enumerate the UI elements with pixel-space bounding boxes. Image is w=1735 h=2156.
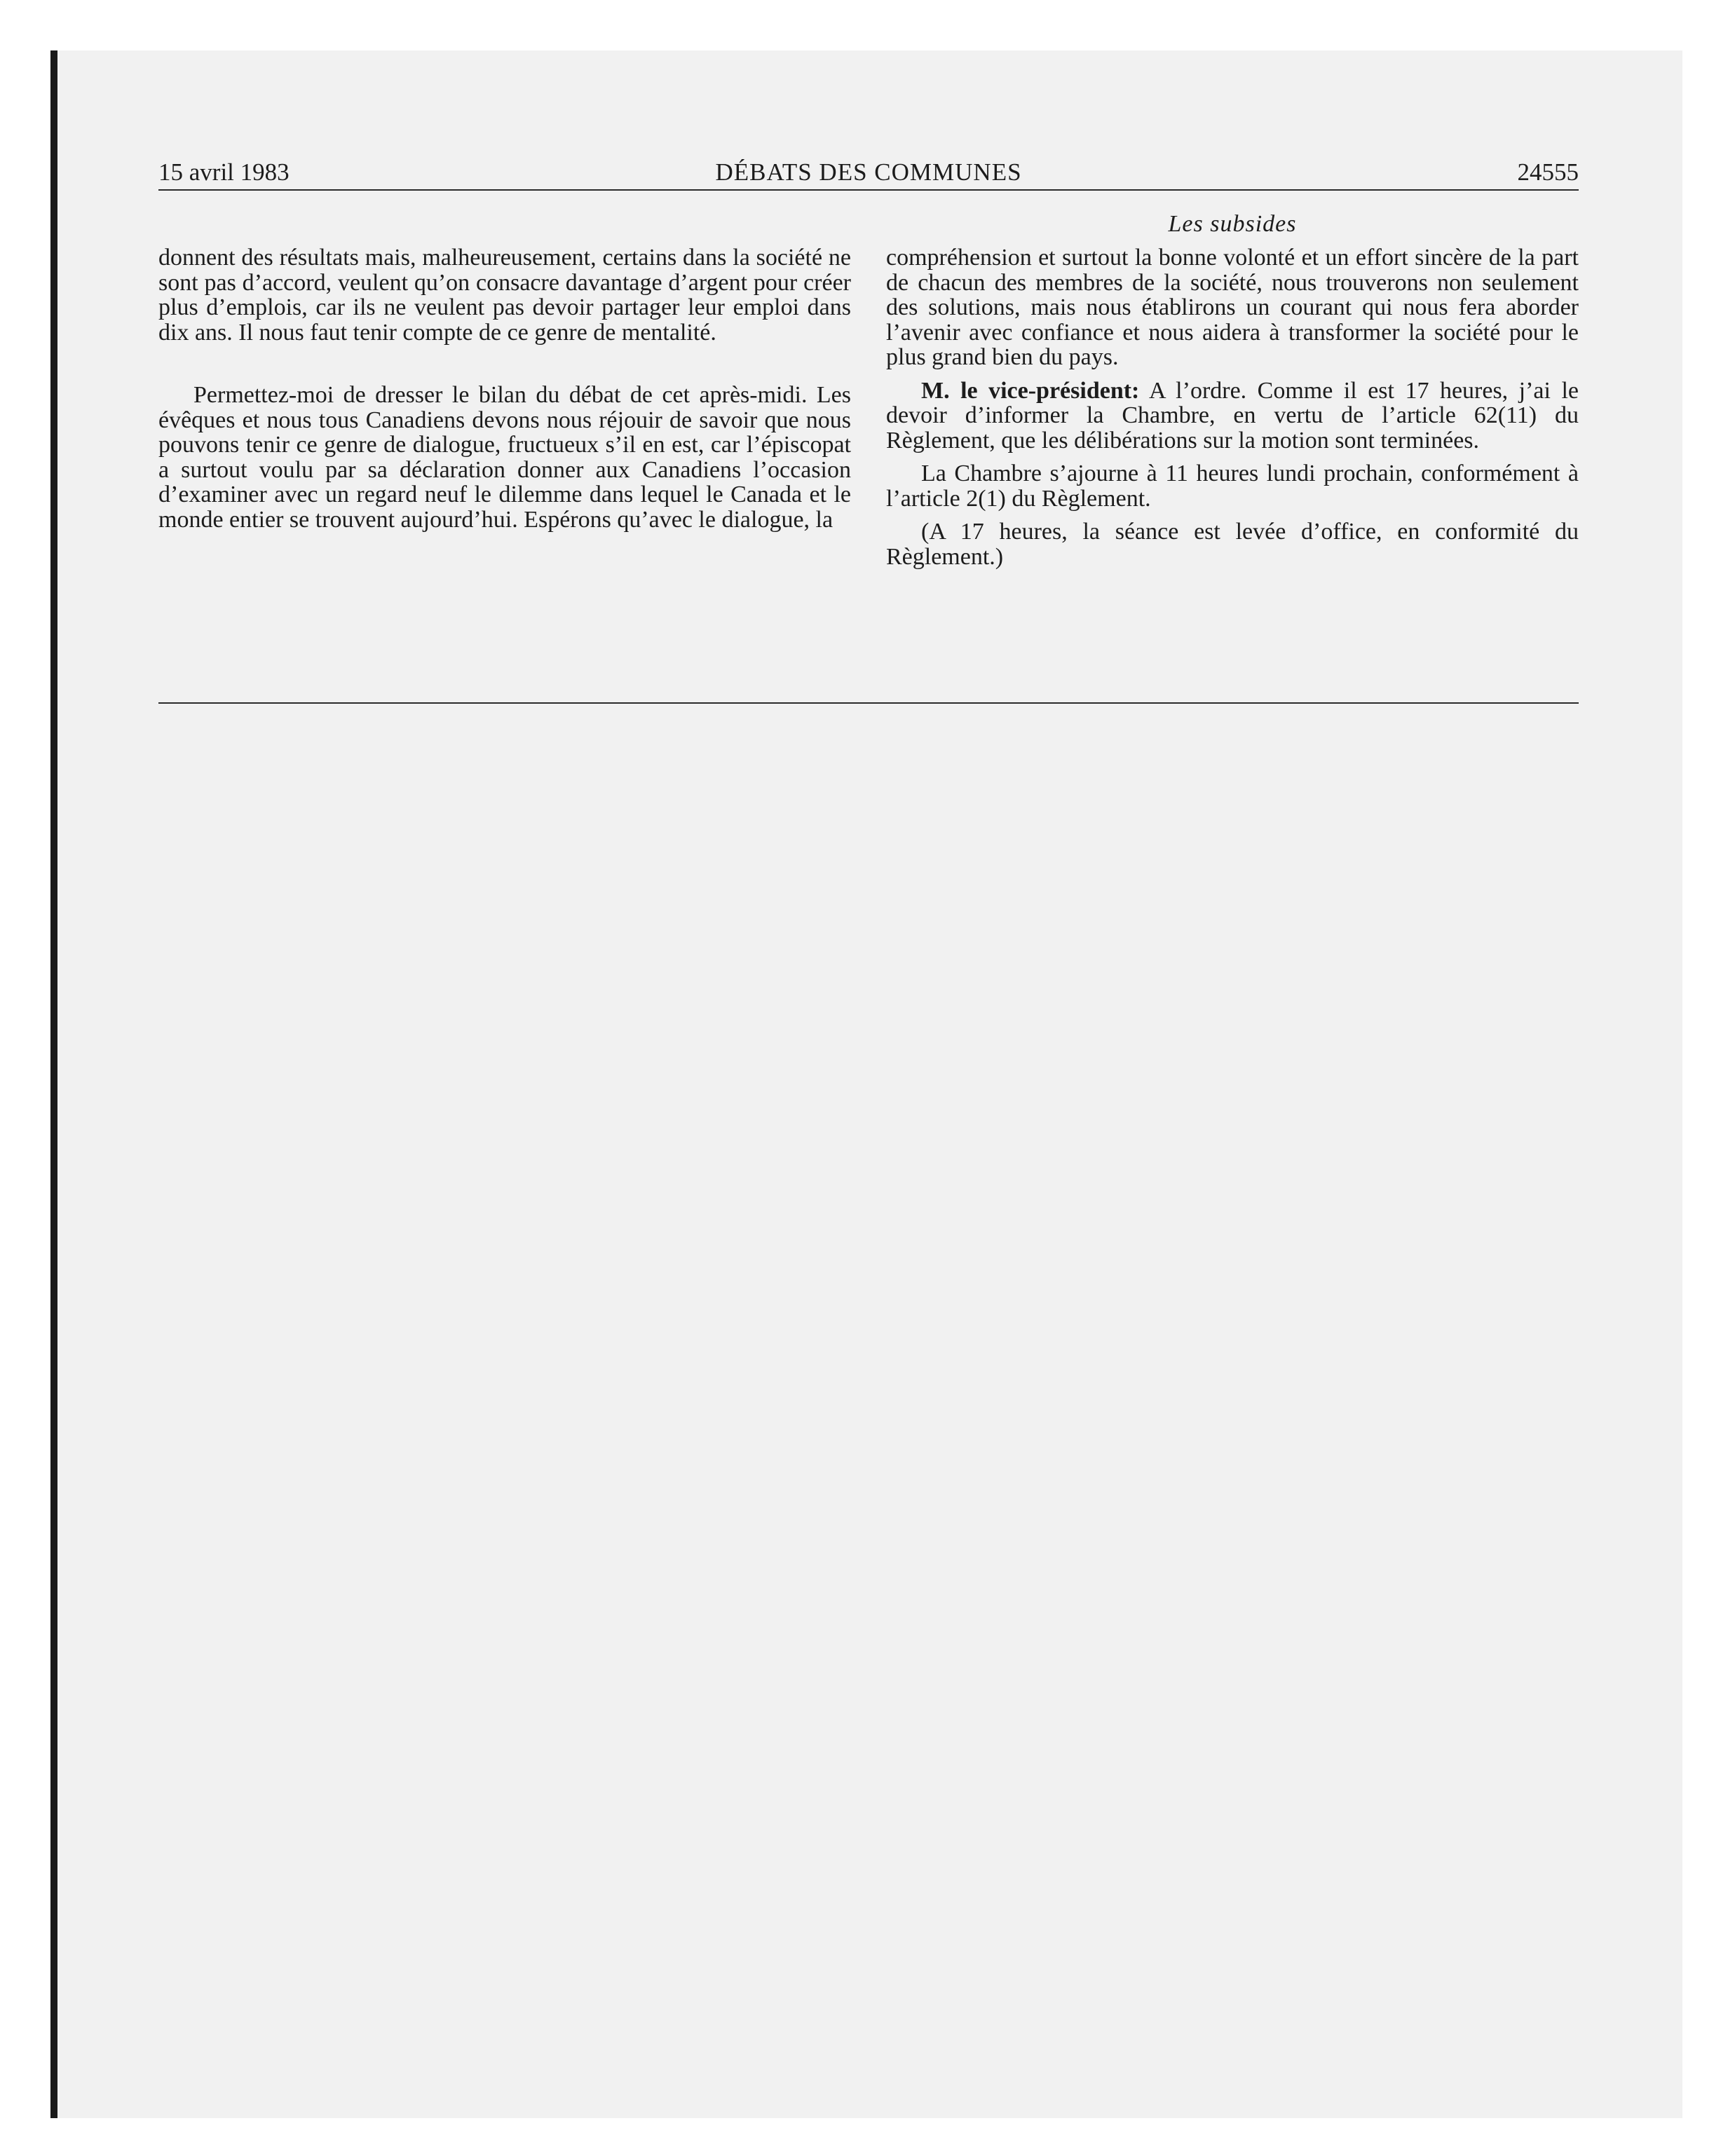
header-title: DÉBATS DES COMMUNES xyxy=(715,158,1022,186)
end-of-text-rule xyxy=(158,702,1579,704)
header-rule xyxy=(158,189,1579,191)
header-date: 15 avril 1983 xyxy=(158,158,290,186)
speaker-name: M. le vice-président: xyxy=(921,377,1140,404)
right-column xyxy=(886,245,1579,569)
header-page-number: 24555 xyxy=(1517,158,1579,186)
right-paragraph-3: La Chambre s’ajourne à 11 heures lundi prochain, conformément à l’article 2(1) du Règlement. xyxy=(886,460,1579,512)
left-paragraph-2: Permettez-moi de dresser le bilan du débat de cet après-midi. Les évêques et nous tous Canadiens devons nous réjouir de savoir que nous pouvons tenir ce genre de dialogue, fructueux s’il en est, car l’épiscopat a surtout voulu par sa déclaration donner aux Canadiens l’occasion d’examiner avec un regard neuf le dilemme dans lequel le Canada et le monde entier se trouvent aujourd’hui. Espérons qu’avec le dialogue, la xyxy=(158,382,851,533)
speaker-text: A l’ordre. Comme il est 17 heures, j’ai le devoir d’informer la Chambre, en vertu de l’article 62(11) du Règlement, que les délibérations sur la motion sont terminées. xyxy=(886,377,1579,453)
left-paragraph-1: donnent des résultats mais, malheureusement, certains dans la société ne sont pas d’accord, veulent qu’on consacre davantage d’argent pour créer plus d’emplois, car ils ne veulent pas devoir partager leur emploi dans dix ans. Il nous faut tenir compte de ce genre de mentalité. xyxy=(158,245,851,346)
right-paragraph-speaker xyxy=(886,378,1579,453)
right-paragraph-4: (A 17 heures, la séance est levée d’office, en conformité du Règlement.) xyxy=(886,519,1579,570)
page-header xyxy=(158,158,1579,191)
section-heading: Les subsides xyxy=(1168,211,1297,237)
right-paragraph-1: compréhension et surtout la bonne volonté et un effort sincère de la part de chacun des membres de la société, nous trouverons non seulement des solutions, mais nous établirons un courant qui nous fera aborder l’avenir avec confiance et nous aidera à transformer la société pour le plus grand bien du pays. xyxy=(886,245,1579,370)
left-column xyxy=(158,245,851,532)
